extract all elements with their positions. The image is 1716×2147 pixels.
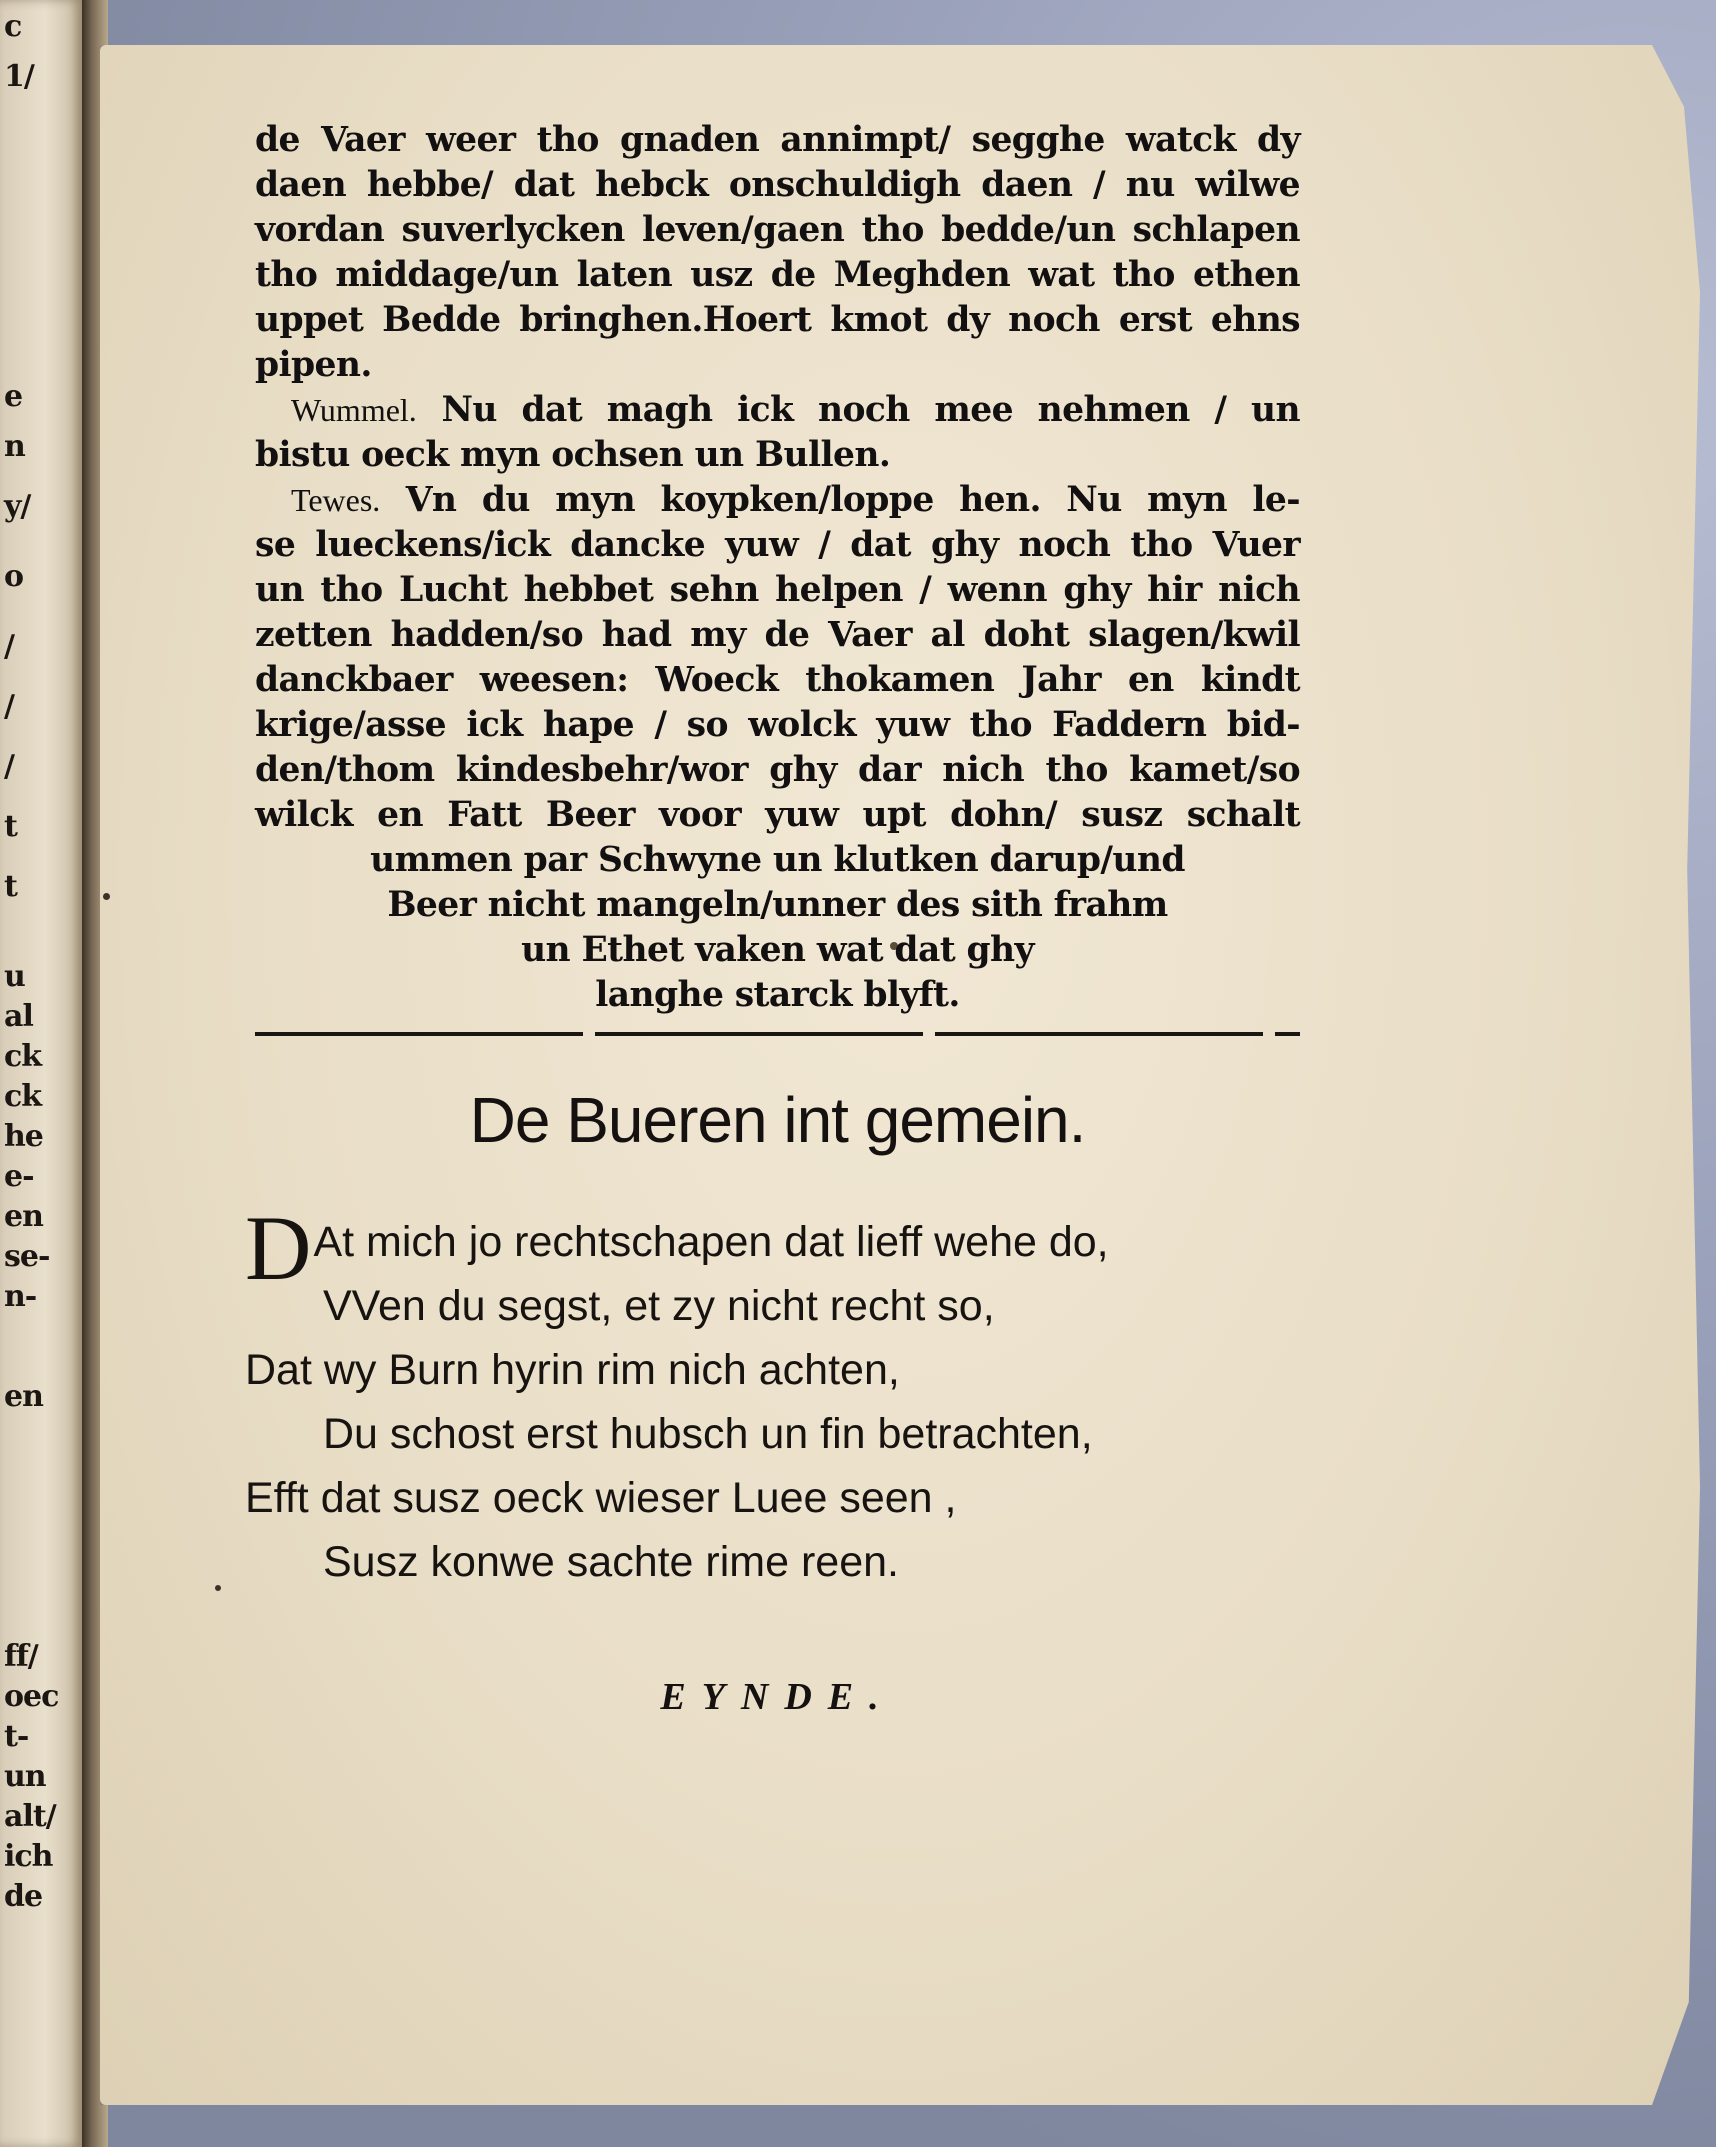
facing-page-fragment: de xyxy=(4,1879,43,1914)
text-line: vordan suverlycken leven/gaen tho bedde/un schlapen xyxy=(255,210,1300,250)
facing-page-fragment: c xyxy=(4,9,22,44)
text-line: daen hebbe/ dat hebck onschuldigh daen / nu wilwe xyxy=(255,165,1300,205)
facing-page-fragment: se- xyxy=(4,1239,50,1274)
facing-page-fragment: alt/ xyxy=(4,1799,56,1834)
facing-page-fragment: un xyxy=(4,1759,46,1794)
verse-line: Dat wy Burn hyrin rim nich achten, xyxy=(245,1346,900,1394)
verse-line: Susz konwe sachte rime reen. xyxy=(323,1538,899,1586)
text-line: de Vaer weer tho gnaden annimpt/ segghe watck dy xyxy=(255,120,1300,160)
facing-page-fragment: / xyxy=(4,689,14,724)
facing-page-fragment: t xyxy=(4,869,17,904)
ink-speck xyxy=(215,1585,221,1591)
facing-page-edge xyxy=(0,0,82,2147)
facing-page-fragment: n xyxy=(4,429,25,464)
facing-page-fragment: ck xyxy=(4,1079,42,1114)
blackletter-text-block xyxy=(255,118,1300,1018)
text-line: uppet Bedde bringhen.Hoert kmot dy noch erst ehns xyxy=(255,300,1300,340)
facing-page-fragment: o xyxy=(4,559,24,594)
tapered-line: un Ethet vaken wat dat ghy xyxy=(521,930,1034,970)
facing-page-fragment: en xyxy=(4,1379,43,1414)
speech-text: Vn du myn koypken/loppe hen. Nu myn le- xyxy=(405,480,1300,520)
facing-page-fragment: ff/ xyxy=(4,1639,38,1674)
tapered-line: Beer nicht mangeln/unner des sith frahm xyxy=(387,885,1168,925)
text-line: danckbaer weesen: Woeck thokamen Jahr en kindt xyxy=(255,660,1300,700)
verse-line: VVen du segst, et zy nicht recht so, xyxy=(323,1282,995,1330)
text-line: krige/asse ick hape / so wolck yuw tho Faddern bid- xyxy=(255,705,1300,745)
speech-wummel xyxy=(255,388,1300,433)
tapered-line: ummen par Schwyne un klutken darup/und xyxy=(370,840,1185,880)
facing-page-fragment: 1/ xyxy=(4,59,34,94)
facing-page-fragment: n- xyxy=(4,1279,37,1314)
facing-page-fragment: / xyxy=(4,749,14,784)
drop-cap: D xyxy=(245,1197,312,1299)
facing-page-fragment: e xyxy=(4,379,23,414)
verse-line: Du schost erst hubsch un fin betrachten, xyxy=(323,1410,1093,1458)
text-line: un tho Lucht hebbet sehn helpen / wenn ghy hir nich xyxy=(255,570,1300,610)
facing-page-fragment: t xyxy=(4,809,17,844)
facing-page-fragment: he xyxy=(4,1119,43,1154)
section-rule xyxy=(255,1032,1300,1036)
facing-page-fragment: al xyxy=(4,999,33,1034)
speech-text: Nu dat magh ick noch mee nehmen / un xyxy=(441,390,1300,430)
section-heading: De Bueren int gemein. xyxy=(469,1084,1086,1156)
finis-mark: EYNDE. xyxy=(660,1676,895,1718)
text-line: pipen. xyxy=(255,345,372,385)
verse-line: Efft dat susz oeck wieser Luee seen , xyxy=(245,1474,957,1522)
facing-page-fragment: en xyxy=(4,1199,43,1234)
text-line: se lueckens/ick dancke yuw / dat ghy noch tho Vuer xyxy=(255,525,1300,565)
verse-text: At mich jo rechtschapen dat lieff wehe do, xyxy=(313,1218,1109,1266)
facing-page-fragment: / xyxy=(4,629,14,664)
facing-page-fragment: ich xyxy=(4,1839,53,1874)
text-line: zetten hadden/so had my de Vaer al doht slagen/kwil xyxy=(255,615,1300,655)
speech-tewes xyxy=(255,478,1300,523)
facing-page-fragment: y/ xyxy=(4,489,31,524)
facing-page-fragment: u xyxy=(4,959,25,994)
tapered-line: langhe starck blyft. xyxy=(595,975,960,1015)
facing-page-fragment: t- xyxy=(4,1719,29,1754)
facing-page-fragment: ck xyxy=(4,1039,42,1074)
text-line: den/thom kindesbehr/wor ghy dar nich tho kamet/so xyxy=(255,750,1300,790)
text-line: wilck en Fatt Beer voor yuw upt dohn/ susz schalt xyxy=(255,795,1300,835)
verse-block xyxy=(245,1197,1345,1594)
text-line: bistu oeck myn ochsen un Bullen. xyxy=(255,435,891,475)
ink-speck xyxy=(103,893,110,900)
facing-page-fragment: oec xyxy=(4,1679,59,1714)
speaker-name: Wummel. xyxy=(291,392,417,428)
verse-line xyxy=(245,1197,1345,1299)
facing-page-fragment: e- xyxy=(4,1159,34,1194)
text-line: tho middage/un laten usz de Meghden wat tho ethen xyxy=(255,255,1300,295)
speaker-name: Tewes. xyxy=(291,482,381,518)
